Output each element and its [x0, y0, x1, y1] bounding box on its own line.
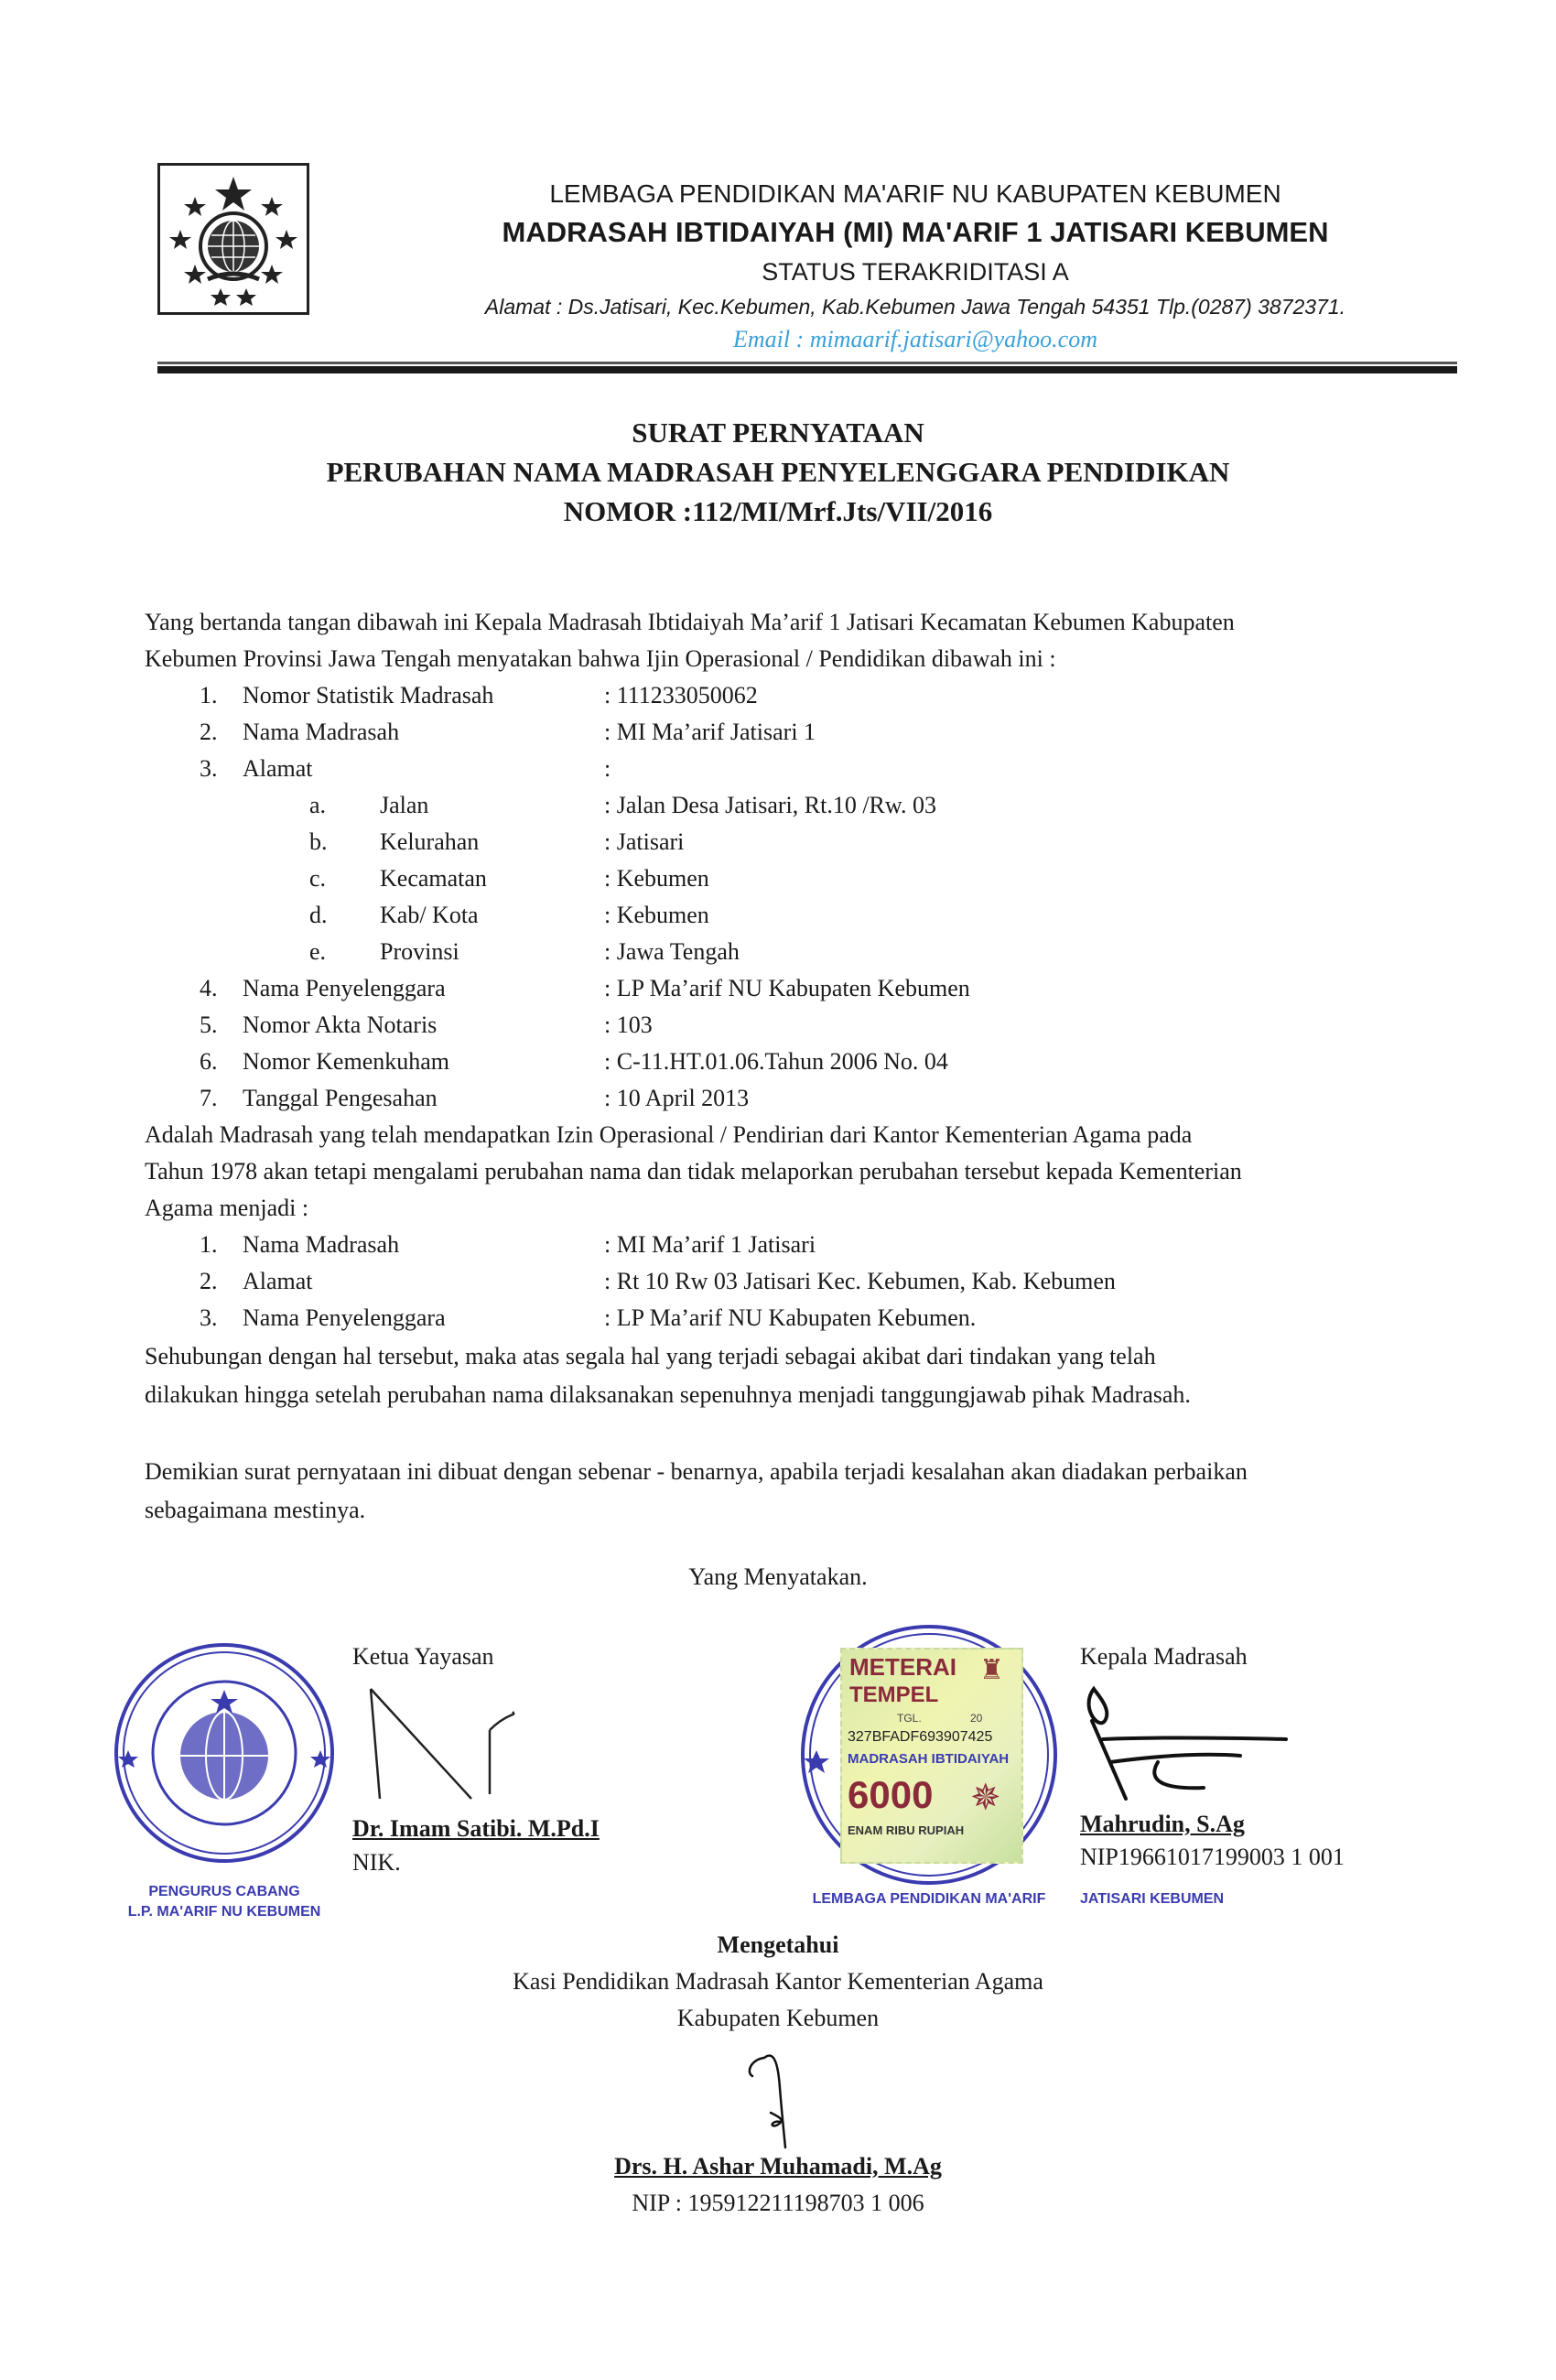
pc-lp-maarif-stamp	[110, 1639, 339, 1867]
meterai-title-1: METERAI	[849, 1653, 956, 1681]
closing-line-2: sebagaimana mestinya.	[145, 1497, 366, 1523]
detail-row	[0, 1080, 1556, 1117]
acknowledge-role-2: Kabupaten Kebumen	[676, 2005, 880, 2031]
meterai-title-2: TEMPEL	[849, 1682, 939, 1707]
signatory-heading: Yang Menyatakan.	[688, 1563, 868, 1590]
detail-row	[0, 677, 1556, 714]
stamp-inner-text: MADRASAH IBTIDAIYAH	[848, 1751, 1010, 1767]
detail-value: : LP Ma’arif NU Kabupaten Kebumen	[604, 975, 970, 1001]
address-row	[0, 860, 1556, 897]
statement-line-1: Adalah Madrasah yang telah mendapatkan Izin Operasional / Pendirian dari Kantor Kementerian Agama pada	[145, 1121, 1193, 1148]
detail-number: 3.	[200, 755, 218, 782]
new-detail-row	[0, 1263, 1556, 1300]
address-value: : Kebumen	[604, 865, 709, 892]
intro-line-2: Kebumen Provinsi Jawa Tengah menyatakan bahwa Ijin Operasional / Pendidikan dibawah ini :	[145, 645, 1056, 672]
detail-number: 1.	[200, 1231, 218, 1258]
detail-number: 1.	[200, 682, 218, 709]
meterai-stamp	[840, 1648, 1023, 1864]
address-value: : Jatisari	[604, 828, 685, 855]
acknowledge-id: NIP : 195912211198703 1 006	[632, 2190, 924, 2216]
meterai-ornament-icon: ✵	[970, 1777, 1001, 1818]
nu-logo	[157, 163, 309, 315]
document-number: NOMOR :112/MI/Mrf.Jts/VII/2016	[563, 495, 993, 527]
acknowledge-heading: Mengetahui	[717, 1931, 839, 1958]
left-signatory-role: Ketua Yayasan	[352, 1643, 494, 1670]
school-address: Alamat : Ds.Jatisari, Kec.Kebumen, Kab.Kebumen Jawa Tengah 54351 Tlp.(0287) 3872371.	[484, 295, 1346, 319]
address-letter: b.	[309, 828, 328, 855]
address-value: : Jawa Tengah	[604, 938, 740, 965]
consequence-line-2: dilakukan hingga setelah perubahan nama dilaksanakan sepenuhnya menjadi tanggungjawab pihak Madrasah.	[145, 1381, 1191, 1408]
acknowledge-name: Drs. H. Ashar Muhamadi, M.Ag	[614, 2153, 942, 2180]
right-signature	[1075, 1684, 1313, 1803]
detail-label: Nama Madrasah	[243, 1231, 400, 1258]
address-value: : Kebumen	[604, 902, 709, 928]
document-subtitle: PERUBAHAN NAMA MADRASAH PENYELENGGARA PENDIDIKAN	[326, 456, 1230, 488]
detail-value: : 111233050062	[604, 682, 758, 709]
detail-number: 2.	[200, 1268, 218, 1294]
address-row	[0, 824, 1556, 860]
right-stamp-text-bottom: JATISARI KEBUMEN	[1080, 1891, 1225, 1907]
intro-line-1: Yang bertanda tangan dibawah ini Kepala Madrasah Ibtidaiyah Ma’arif 1 Jatisari Kecamatan Kebumen Kabupaten	[145, 609, 1235, 635]
detail-label: Nomor Statistik Madrasah	[243, 682, 494, 709]
meterai-tgl: TGL.	[897, 1712, 922, 1725]
address-row	[0, 787, 1556, 824]
new-detail-row	[0, 1300, 1556, 1336]
school-name: MADRASAH IBTIDAIYAH (MI) MA'ARIF 1 JATISARI KEBUMEN	[502, 216, 1329, 248]
detail-value: : 103	[604, 1012, 653, 1038]
meterai-year: 20	[970, 1712, 983, 1725]
right-signatory-id: NIP19661017199003 1 001	[1080, 1844, 1345, 1870]
detail-value: : MI Ma’arif 1 Jatisari	[604, 1231, 816, 1258]
left-signature	[352, 1684, 535, 1803]
acknowledge-role-1: Kasi Pendidikan Madrasah Kantor Kementerian Agama	[513, 1968, 1043, 1995]
address-label: Kab/ Kota	[380, 902, 479, 928]
left-signatory-name: Dr. Imam Satibi. M.Pd.I	[352, 1815, 600, 1842]
address-label: Provinsi	[380, 938, 459, 965]
new-detail-row	[0, 1227, 1556, 1263]
detail-label: Alamat	[243, 1268, 313, 1294]
closing-line-1: Demikian surat pernyataan ini dibuat dengan sebenar - benarnya, apabila terjadi kesalahan akan diadakan perbaikan	[145, 1458, 1248, 1485]
detail-value: : 10 April 2013	[604, 1085, 750, 1111]
detail-number: 3.	[200, 1304, 218, 1331]
letterhead-divider-thin	[157, 362, 1457, 364]
detail-row	[0, 751, 1556, 787]
detail-row	[0, 1007, 1556, 1044]
detail-row	[0, 970, 1556, 1007]
detail-label: Nama Penyelenggara	[243, 975, 446, 1001]
nu-globe-stars-icon	[160, 166, 307, 312]
left-signatory-id: NIK.	[352, 1849, 401, 1876]
detail-label: Tanggal Pengesahan	[243, 1085, 438, 1111]
address-letter: d.	[309, 902, 328, 928]
right-signatory-name: Mahrudin, S.Ag	[1080, 1811, 1245, 1837]
address-label: Kecamatan	[380, 865, 487, 892]
detail-number: 6.	[200, 1048, 218, 1075]
acknowledge-signature	[732, 2047, 815, 2149]
detail-number: 5.	[200, 1012, 218, 1038]
address-label: Kelurahan	[380, 828, 480, 855]
detail-label: Nomor Kemenkuham	[243, 1048, 450, 1075]
detail-number: 2.	[200, 719, 218, 745]
detail-label: Nama Madrasah	[243, 719, 400, 745]
left-stamp-text-top: PENGURUS CABANG	[148, 1884, 300, 1899]
address-letter: e.	[309, 938, 327, 965]
address-row	[0, 897, 1556, 934]
document-title: SURAT PERNYATAAN	[632, 416, 924, 449]
address-letter: c.	[309, 865, 327, 892]
detail-number: 7.	[200, 1085, 218, 1111]
statement-line-2: Tahun 1978 akan tetapi mengalami perubahan nama dan tidak melaporkan perubahan tersebut kepada Kementerian	[145, 1158, 1242, 1185]
detail-row	[0, 1044, 1556, 1080]
meterai-value: 6000	[848, 1773, 934, 1816]
address-value: : Jalan Desa Jatisari, Rt.10 /Rw. 03	[604, 792, 936, 818]
right-signatory-role: Kepala Madrasah	[1080, 1643, 1248, 1670]
letterhead-divider-thick	[157, 366, 1457, 373]
detail-label: Nomor Akta Notaris	[243, 1012, 438, 1038]
consequence-line-1: Sehubungan dengan hal tersebut, maka atas segala hal yang terjadi sebagai akibat dari tindakan yang telah	[145, 1343, 1156, 1369]
left-stamp-text-bottom: L.P. MA'ARIF NU KEBUMEN	[127, 1904, 321, 1920]
detail-label: Alamat	[243, 755, 313, 782]
detail-number: 4.	[200, 975, 218, 1001]
garuda-emblem-icon: ♜	[979, 1655, 1004, 1685]
detail-value: : C-11.HT.01.06.Tahun 2006 No. 04	[604, 1048, 948, 1075]
detail-label: Nama Penyelenggara	[243, 1304, 446, 1331]
detail-value: : LP Ma’arif NU Kabupaten Kebumen.	[604, 1304, 977, 1331]
statement-line-3: Agama menjadi :	[145, 1195, 309, 1221]
detail-row	[0, 714, 1556, 751]
address-letter: a.	[309, 792, 327, 818]
detail-value: : MI Ma’arif Jatisari 1	[604, 719, 816, 745]
address-label: Jalan	[380, 792, 429, 818]
accreditation-status: STATUS TERAKRIDITASI A	[762, 258, 1069, 286]
meterai-value-words: ENAM RIBU RUPIAH	[848, 1823, 965, 1837]
detail-value: :	[604, 755, 611, 782]
address-row	[0, 934, 1556, 970]
right-stamp-text-top: LEMBAGA PENDIDIKAN MA'ARIF	[812, 1891, 1046, 1907]
school-email[interactable]: Email : mimaarif.jatisari@yahoo.com	[732, 326, 1097, 352]
meterai-serial: 327BFADF693907425	[848, 1729, 993, 1745]
institution-name: LEMBAGA PENDIDIKAN MA'ARIF NU KABUPATEN KEBUMEN	[549, 179, 1281, 208]
detail-value: : Rt 10 Rw 03 Jatisari Kec. Kebumen, Kab. Kebumen	[604, 1268, 1116, 1294]
